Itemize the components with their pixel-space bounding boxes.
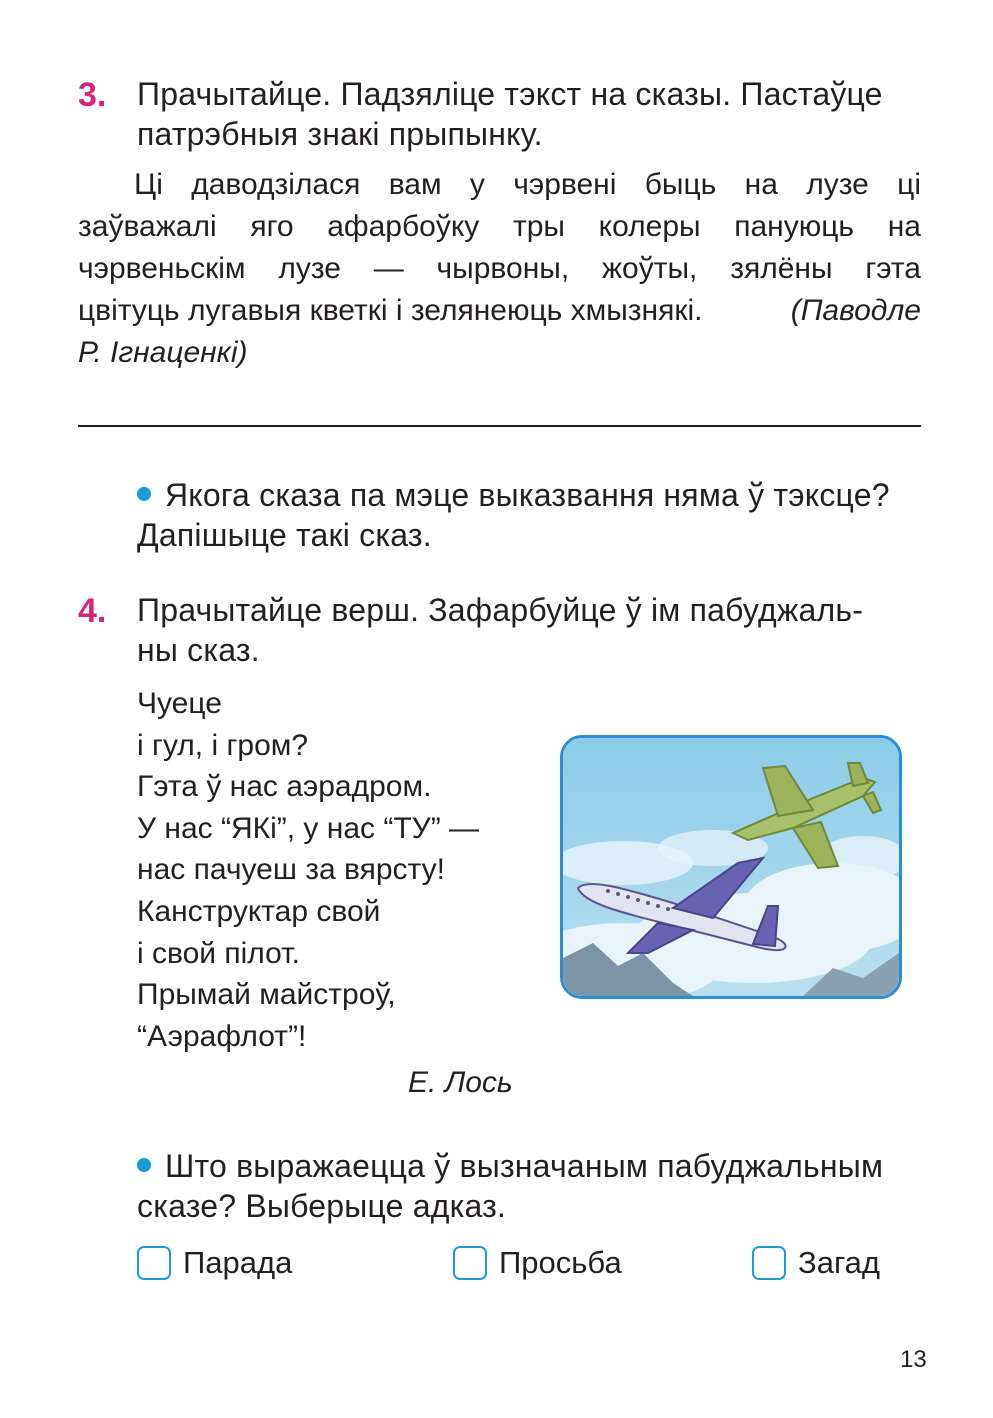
poem-line[interactable]: У нас “ЯКі”, у нас “ТУ” — [137,811,480,845]
task-4-instruction [137,590,927,670]
poem-line[interactable]: і гул, і гром? [137,728,309,762]
task-3-instruction [137,74,927,154]
option-request[interactable] [453,1245,622,1281]
task-4-question [137,1146,927,1226]
option-advice-label: Парада [183,1245,293,1280]
poem-line[interactable]: Прымай майстроў, [137,978,396,1012]
option-advice[interactable] [137,1245,292,1281]
option-order[interactable] [752,1245,880,1281]
task-3-instruction-line1: Прачытайце. Падзяліце тэкст на сказы. Пастаўце [137,76,883,112]
text-line-1: Ці даводзілася вам у чэрвені быць на лузе ці [134,168,921,201]
poem-author: Е. Лось [408,1066,513,1099]
checkbox-request[interactable] [453,1246,487,1280]
poem-line[interactable]: “Аэрафлот”! [137,1019,307,1053]
source-reference-b: Р. Ігнаценкі) [78,336,248,369]
poem-line[interactable]: нас пачуеш за вярсту! [137,853,445,887]
airplanes-illustration [560,735,902,999]
poem-line[interactable]: і свой пілот. [137,936,300,970]
task-4-question-line1: Што выражаецца ў вызначаным пабуджальным [165,1148,884,1184]
checkbox-advice[interactable] [137,1246,171,1280]
text-line-4-main: цвітуць лугавыя кветкі і зелянеюць хмызнякі. [78,294,703,327]
task-4-question-line2: сказе? Выберыце адказ. [137,1188,507,1224]
poem-line[interactable]: Канструктар свой [137,894,381,928]
poem-line[interactable]: Гэта ў нас аэрадром. [137,770,432,804]
task-4-instruction-line1: Прачытайце верш. Зафарбуйце ў ім пабуджаль- [137,592,864,628]
text-line-2: заўважалі яго афарбоўку тры колеры пануюць на [78,210,921,243]
task-3-question-line2: Дапішыце такі сказ. [137,517,432,553]
text-line-3: чэрвеньскім лузе — чырвоны, жоўты, зялёны гэта [78,252,921,285]
task-3-text [78,164,921,374]
task-3-question-line1: Якога сказа па мэце выказвання няма ў тэксце? [165,477,890,513]
text-line-4 [78,290,921,332]
source-reference-a: (Паводле [790,294,921,327]
option-order-label: Загад [798,1245,880,1280]
answer-line[interactable] [78,425,921,427]
page-number: 13 [900,1346,927,1373]
task-4-number: 4. [78,592,107,630]
task-3-number: 3. [78,76,107,114]
task-3-question [137,475,927,555]
checkbox-order[interactable] [752,1246,786,1280]
poem [137,683,479,1057]
bullet-icon [137,487,151,501]
task-4-instruction-line2: ны сказ. [137,632,260,668]
poem-line[interactable]: Чуеце [137,687,222,720]
option-request-label: Просьба [499,1245,622,1280]
airplanes-illustration-svg [563,738,899,996]
bullet-icon [137,1158,151,1172]
task-3-instruction-line2: патрэбныя знакі прыпынку. [137,116,543,152]
